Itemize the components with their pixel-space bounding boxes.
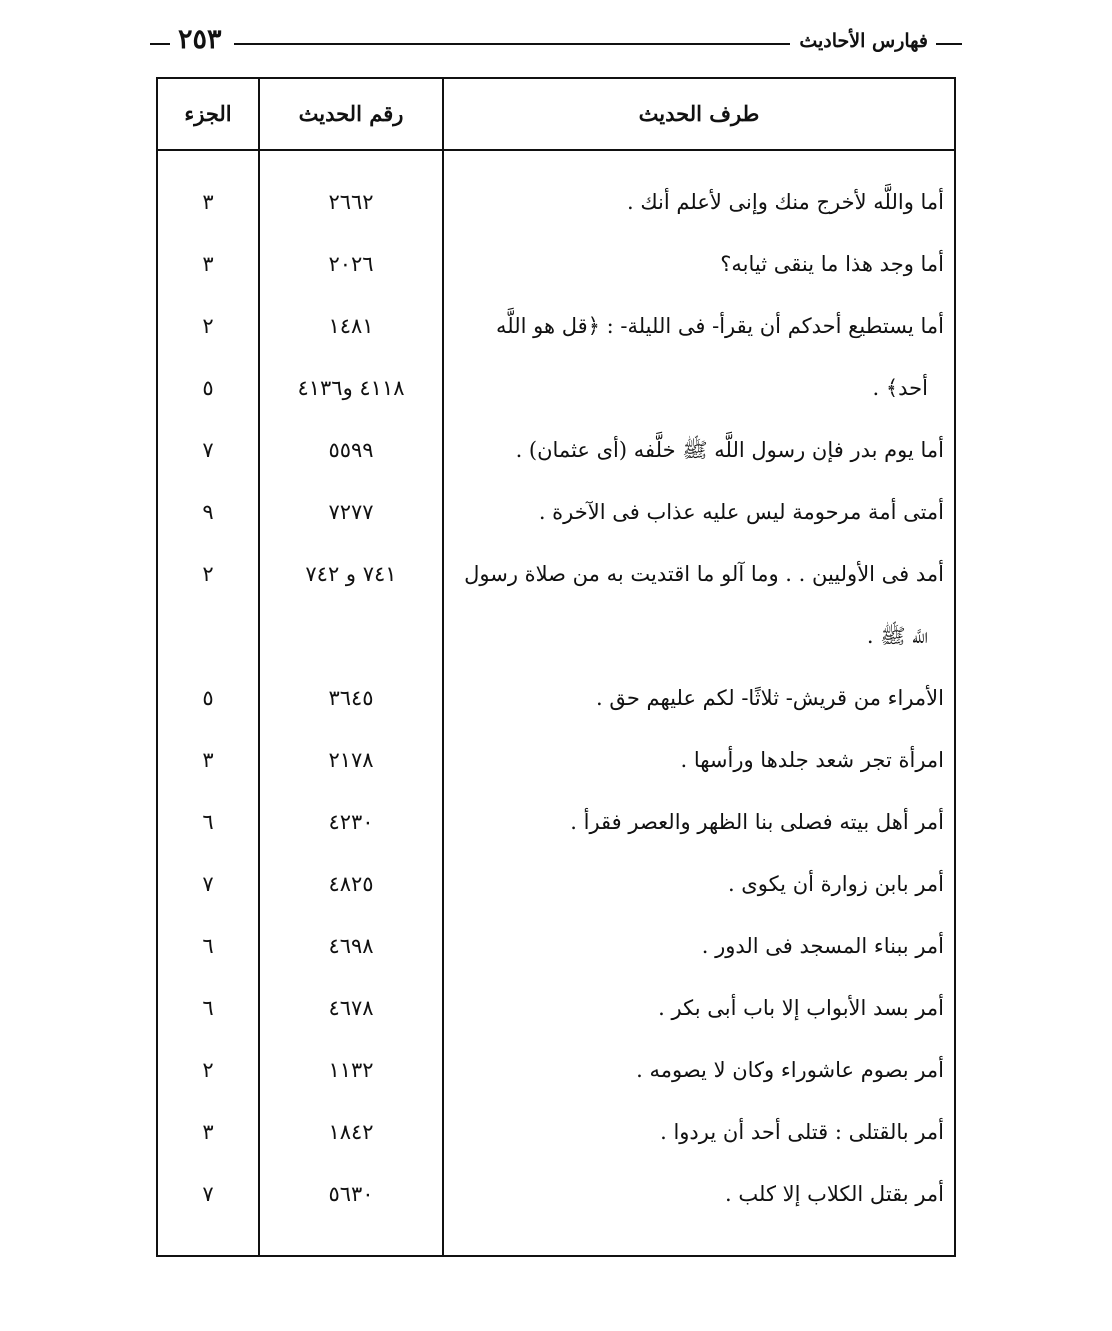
table-row (158, 729, 954, 791)
volume-number: ٥ (202, 376, 214, 400)
hadith-text: امرأة تجر شعد جلدها ورأسها . (680, 748, 944, 772)
hadith-number: ٢٦٦٢ (328, 190, 374, 214)
hadith-text: الأمراء من قريش- ثلاثًا- لكم عليهم حق . (596, 686, 944, 710)
hadith-number: ٤٨٢٥ (328, 872, 374, 896)
volume-number: ٧ (202, 872, 214, 896)
volume-number: ٣ (202, 1120, 214, 1144)
hadith-number: ٧٤١ و ٧٤٢ (305, 562, 397, 586)
hadith-number: ٤٦٩٨ (328, 934, 374, 958)
column-header-hadith: طرف الحديث (638, 101, 760, 126)
hadith-text: أمر أهل بيته فصلى بنا الظهر والعصر فقرأ . (570, 810, 944, 834)
running-header (150, 22, 962, 62)
hadith-text: أمر بابن زوارة أن يكوى . (727, 872, 944, 896)
hadith-text: أمر بصوم عاشوراء وكان لا يصومه . (636, 1058, 944, 1082)
table-row (158, 915, 954, 977)
column-header-number: رقم الحديث (298, 101, 404, 126)
hadith-text: أمتى أمة مرحومة ليس عليه عذاب فى الآخرة . (538, 500, 944, 524)
table-body (158, 171, 954, 1225)
hadith-number: ٤٢٣٠ (328, 810, 374, 834)
volume-number: ٣ (202, 252, 214, 276)
hadith-text: أمر بقتل الكلاب إلا كلب . (725, 1182, 944, 1206)
hadith-number: ٣٦٤٥ (328, 686, 374, 710)
hadith-text: أما واللَّه لأخرج منك وإنى لأعلم أنك . (627, 190, 944, 214)
hadith-number: ١٤٨١ (328, 314, 374, 338)
hadith-number: ٢١٧٨ (328, 748, 374, 772)
hadith-text: أمد فى الأوليين . . وما آلو ما اقتديت به من صلاة رسول (464, 562, 944, 586)
table-row (158, 171, 954, 233)
volume-number: ٢ (202, 562, 214, 586)
volume-number: ٩ (202, 500, 214, 524)
table-row (158, 605, 954, 667)
hadith-number: ١٨٤٢ (328, 1120, 374, 1144)
hadith-number: ٥٦٣٠ (328, 1182, 374, 1206)
volume-number: ٣ (202, 748, 214, 772)
column-header-part: الجزء (184, 101, 232, 126)
volume-number: ٦ (202, 996, 214, 1020)
volume-number: ٧ (202, 438, 214, 462)
table-row (158, 357, 954, 419)
hadith-text: أحد﴾ . (872, 376, 928, 400)
table-row (158, 791, 954, 853)
table-row (158, 977, 954, 1039)
table-row (158, 1101, 954, 1163)
hadith-index-table (156, 77, 956, 1257)
hadith-number: ٤٦٧٨ (328, 996, 374, 1020)
table-row (158, 543, 954, 605)
volume-number: ٣ (202, 190, 214, 214)
hadith-text: أما يستطيع أحدكم أن يقرأ- فى الليلة- : ﴿قل هو اللَّه (495, 314, 944, 338)
hadith-number: ٢٠٢٦ (328, 252, 374, 276)
section-title: فهارس الأحاديث (799, 30, 928, 52)
header-dash-left (150, 43, 170, 45)
header-dash-right (936, 43, 962, 45)
table-row (158, 853, 954, 915)
hadith-number: ٥٥٩٩ (328, 438, 374, 462)
table-row (158, 295, 954, 357)
volume-number: ٢ (202, 314, 214, 338)
hadith-text: أما يوم بدر فإن رسول اللَّه ﷺ خلَّفه (أى عثمان) . (515, 438, 944, 462)
table-row (158, 1039, 954, 1101)
table-row (158, 1163, 954, 1225)
volume-number: ٦ (202, 810, 214, 834)
volume-number: ٢ (202, 1058, 214, 1082)
header-rule (234, 43, 790, 45)
hadith-text: أمر بالقتلى : قتلى أحد أن يردوا . (660, 1120, 944, 1144)
hadith-text: أمر ببناء المسجد فى الدور . (701, 934, 944, 958)
table-row (158, 233, 954, 295)
volume-number: ٧ (202, 1182, 214, 1206)
hadith-text: اللَّه ﷺ . (866, 624, 928, 648)
hadith-text: أمر بسد الأبواب إلا باب أبى بكر . (658, 996, 944, 1020)
hadith-number: ٤١١٨ و٤١٣٦ (297, 376, 405, 400)
table-row (158, 667, 954, 729)
hadith-number (260, 605, 442, 667)
volume-number (158, 605, 258, 667)
volume-number: ٦ (202, 934, 214, 958)
header-divider (158, 149, 954, 151)
table-row (158, 481, 954, 543)
hadith-number: ٧٢٧٧ (328, 500, 374, 524)
hadith-number: ١١٣٢ (328, 1058, 374, 1082)
page-number: ٢٥٣ (178, 24, 222, 55)
volume-number: ٥ (202, 686, 214, 710)
hadith-text: أما وجد هذا ما ينقى ثيابه؟ (720, 252, 944, 276)
table-row (158, 419, 954, 481)
